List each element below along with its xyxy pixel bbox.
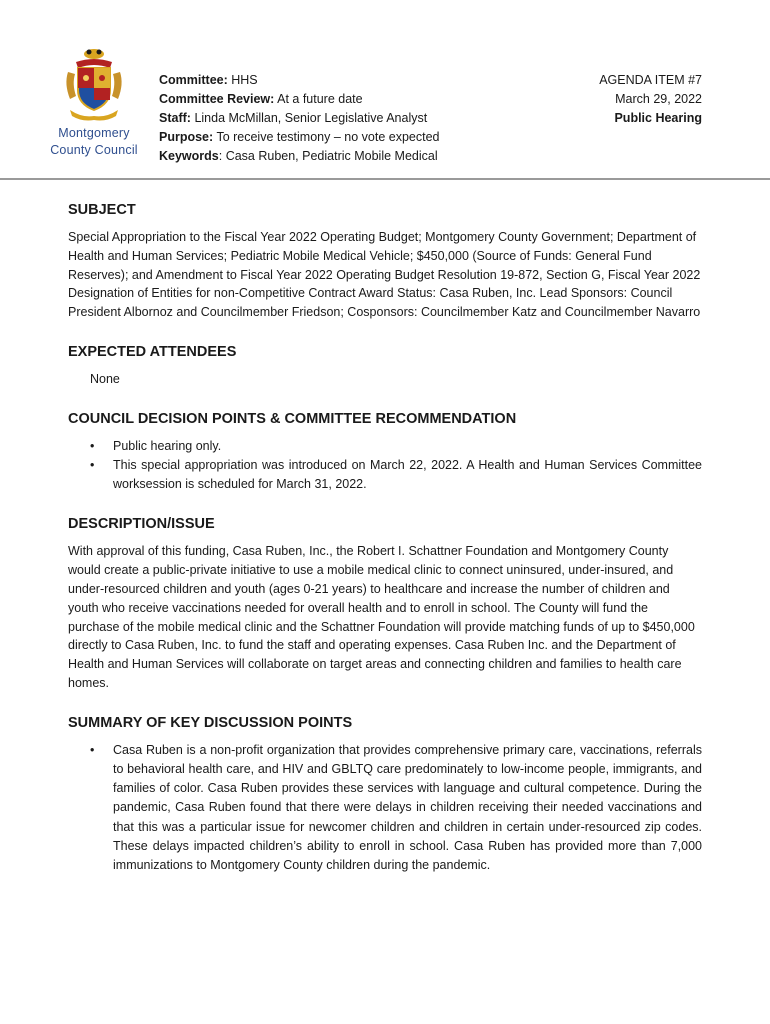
keywords-label: Keywords xyxy=(159,149,219,163)
agenda-item-number: AGENDA ITEM #7 xyxy=(599,73,702,87)
committee-review-row xyxy=(159,90,439,109)
committee-review-label: Committee Review: xyxy=(159,92,275,106)
list-item xyxy=(68,456,702,494)
decision-points-heading: COUNCIL DECISION POINTS & COMMITTEE RECOMMENDATION xyxy=(68,410,517,427)
committee-row xyxy=(159,71,439,90)
bullet-text: Casa Ruben is a non-profit organization that provides comprehensive primary care, vaccinations, referrals to behavioral health care, and HIV and GBLTQ care predominately to low-income people, immigrants, and families of color. Casa Ruben provides these services with language and cultural competence. During the pandemic, Casa Ruben found that there were delays in children receiving their needed vaccinations and that this was a particular issue for newcomer children and children in certain under-resourced zip codes. These delays impacted children’s ability to enroll in school. Casa Ruben has provided more than 7,000 immunizations to Montgomery County children during the pandemic. xyxy=(113,742,702,872)
purpose-label: Purpose: xyxy=(159,130,214,144)
header-divider xyxy=(0,178,770,180)
county-seal-icon xyxy=(62,44,126,124)
keywords-row xyxy=(159,147,439,166)
bullet-text: Public hearing only. xyxy=(113,438,222,453)
description-heading: DESCRIPTION/ISSUE xyxy=(68,516,215,533)
org-name-line1: Montgomery xyxy=(58,126,130,140)
list-item xyxy=(68,437,702,456)
staff-label: Staff: xyxy=(159,111,191,125)
council-logo xyxy=(44,44,144,158)
bullet-icon: • xyxy=(90,457,95,472)
subject-section xyxy=(68,200,702,322)
bullet-text: This special appropriation was introduced on March 22, 2022. A Health and Human Services Committee worksession is scheduled for March 31, 2022. xyxy=(113,457,702,492)
staff-value: Linda McMillan, Senior Legislative Analyst xyxy=(194,111,428,125)
staff-row xyxy=(159,109,439,128)
agenda-date: March 29, 2022 xyxy=(615,92,702,106)
committee-value: HHS xyxy=(231,73,258,87)
committee-info xyxy=(159,71,439,166)
agenda-info xyxy=(599,71,702,128)
attendees-heading: EXPECTED ATTENDEES xyxy=(68,343,237,360)
attendees-text: None xyxy=(90,371,120,386)
list-item xyxy=(68,741,702,875)
description-section xyxy=(68,514,702,692)
decision-points-list xyxy=(68,437,702,495)
decision-points-section xyxy=(68,409,702,495)
memo-body xyxy=(68,200,702,895)
purpose-value: To receive testimony – no vote expected xyxy=(216,130,440,144)
attendees-section xyxy=(68,342,702,389)
summary-list xyxy=(68,741,702,875)
org-name-line2: County Council xyxy=(50,143,138,157)
subject-heading: SUBJECT xyxy=(68,202,136,218)
bullet-icon: • xyxy=(90,742,95,757)
subject-text: Special Appropriation to the Fiscal Year 2022 Operating Budget; Montgomery County Government; Department of Health and Human Services; Pediatric Mobile Medical Vehicle; $450,000 (Source of Funds: General Fund Reserves); and Amendment to Fiscal Year 2022 Operating Budget Resolution 19-872, Section G, Fiscal Year 2022 Designation of Entities for non-Competitive Contract Award Status: Casa Ruben, Inc. Lead Sponsors: Council President Albornoz and Councilmember Friedson; Cosponsors: Councilmember Katz and Councilmember Navarro xyxy=(68,230,701,320)
summary-section xyxy=(68,713,702,875)
keywords-value: : Casa Ruben, Pediatric Mobile Medical xyxy=(218,149,438,163)
bullet-icon: • xyxy=(90,438,95,453)
committee-label: Committee: xyxy=(159,73,228,87)
purpose-row xyxy=(159,128,439,147)
summary-heading: SUMMARY OF KEY DISCUSSION POINTS xyxy=(68,714,353,731)
description-text: With approval of this funding, Casa Ruben, Inc., the Robert I. Schattner Foundation and Montgomery County would create a public-private initiative to use a mobile medical clinic to connect uninsured, under-insured, and under-resourced children and youth (ages 0-21 years) to healthcare and increase the number of children and youth who receive vaccinations needed for overall health and to enroll in school. The County will fund the purchase of the mobile medical clinic and the Schattner Foundation will provide matching funds of up to $450,000 directly to Casa Ruben, Inc. to fund the staff and operating expenses. Casa Ruben Inc. and the Department of Health and Human Services will collaborate on target areas and connecting children and families to health care homes. xyxy=(68,544,695,690)
hearing-type: Public Hearing xyxy=(614,111,702,125)
committee-review-value: At a future date xyxy=(277,92,363,106)
